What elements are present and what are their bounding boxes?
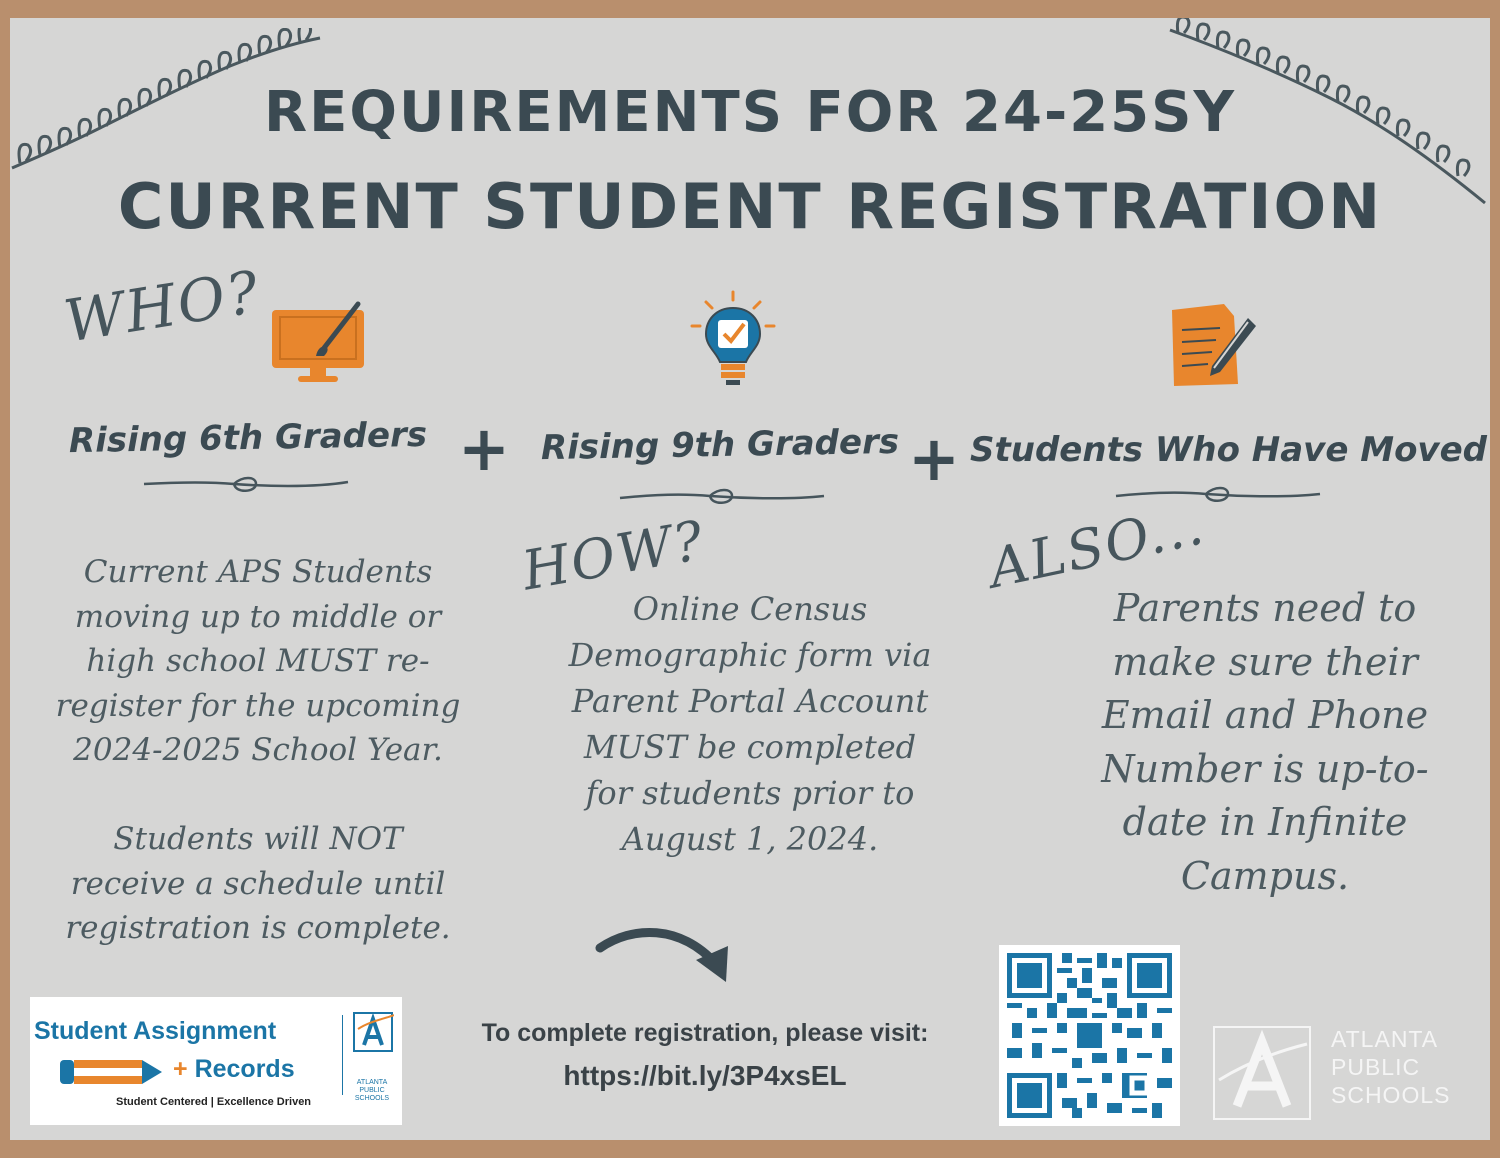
lightbulb-check-icon — [688, 290, 778, 390]
title-line-1: REQUIREMENTS FOR 24-25SY — [264, 80, 1236, 145]
qr-code-icon — [1007, 953, 1172, 1118]
how-description: Online Census Demographic form via Parent Portal Account MUST be completed for students prior to August 1, 2024. — [568, 590, 932, 858]
also-label: ALSO... — [983, 493, 1211, 601]
how-label: HOW? — [517, 508, 710, 603]
visit-info — [420, 1018, 990, 1094]
sar-divider — [342, 1015, 343, 1095]
qr-code-container[interactable] — [999, 945, 1180, 1126]
sar-tagline: Student Centered | Excellence Driven — [116, 1096, 312, 1108]
sar-line-1: Student Assignment — [34, 1017, 277, 1045]
who-label: WHO? — [59, 257, 265, 356]
squiggle-divider-2 — [618, 482, 828, 512]
registration-url[interactable]: https://bit.ly/3P4xsEL — [563, 1060, 847, 1091]
document-pencil-icon — [1168, 300, 1260, 392]
plus-sign-2: + — [908, 422, 960, 495]
squiggle-divider-1 — [142, 470, 352, 500]
aps-line-3: SCHOOLS — [1331, 1082, 1451, 1108]
sar-records: Records — [194, 1055, 295, 1083]
aps-a-icon — [1215, 1028, 1309, 1118]
group-rising-6th: Rising 6th Graders — [68, 414, 428, 462]
group-students-moved: Students Who Have Moved — [970, 430, 1487, 470]
sar-line-2 — [173, 1055, 295, 1084]
sar-plus: + — [173, 1055, 188, 1083]
title-line-2: CURRENT STUDENT REGISTRATION — [117, 170, 1383, 243]
group-rising-9th: Rising 9th Graders — [540, 421, 900, 469]
computer-paintbrush-icon — [268, 296, 372, 388]
pencil-logo-icon — [60, 1057, 164, 1087]
plus-sign-1: + — [458, 412, 510, 485]
aps-line-2: PUBLIC — [1331, 1054, 1421, 1080]
aps-line-1: ATLANTA — [1331, 1026, 1439, 1052]
student-assignment-records-logo — [30, 997, 402, 1125]
curved-arrow-icon — [592, 916, 742, 996]
who-description: Current APS Students moving up to middle or high school MUST re- register for the upcoming 2024-2025 School Year. Students will NOT receive a schedule until registration is complete. — [55, 554, 461, 946]
flyer — [10, 18, 1490, 1140]
also-description: Parents need to make sure their Email and Phone Number is up-to- date in Infinite Campus. — [1101, 586, 1429, 898]
visit-label: To complete registration, please visit: — [481, 1019, 929, 1047]
aps-mini-logo-icon — [352, 1011, 394, 1053]
aps-logo-box — [1213, 1026, 1311, 1120]
sar-mini-text: ATLANTA PUBLIC SCHOOLS — [354, 1079, 390, 1102]
